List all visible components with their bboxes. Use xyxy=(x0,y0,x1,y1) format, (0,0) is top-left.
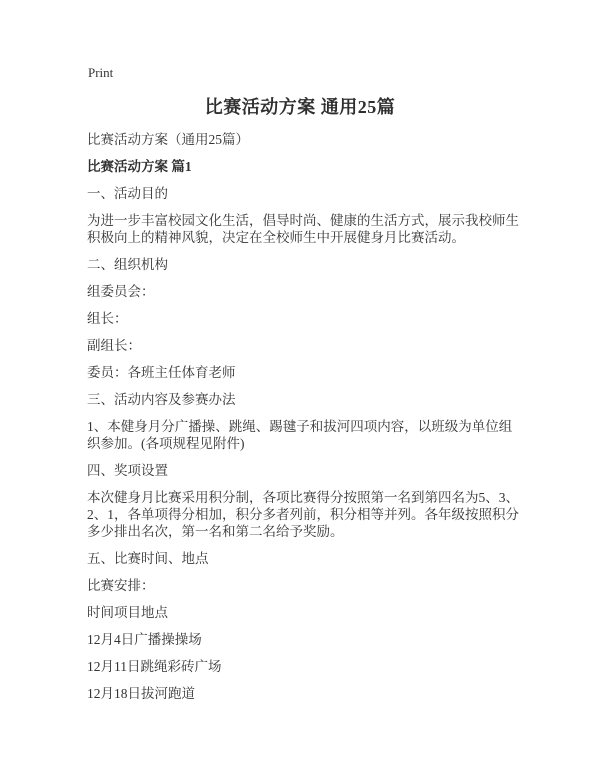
section-heading-content-method: 三、活动内容及参赛办法 xyxy=(87,392,236,407)
schedule-line-2: 12月11日跳绳彩砖广场 xyxy=(87,659,222,674)
page-title: 比赛活动方案 通用25篇 xyxy=(204,97,396,117)
line-members: 委员：各班主任体育老师 xyxy=(87,365,236,380)
document-body xyxy=(87,131,523,712)
paragraph-awards: 本次健身月比赛采用积分制，各项比赛得分按照第一名到第四名为5、3、2、1，各单项得分相加，积分多者列前，积分相等并列。各年级按照积分多少排出名次，第一名和第二名给予奖励。 xyxy=(87,490,519,539)
line-committee: 组委员会： xyxy=(87,284,155,299)
section-heading-purpose: 一、活动目的 xyxy=(87,186,168,201)
schedule-line-1: 12月4日广播操操场 xyxy=(87,632,202,647)
line-schedule-header: 时间项目地点 xyxy=(87,605,168,620)
document-subtitle: 比赛活动方案（通用25篇） xyxy=(87,132,249,147)
line-deputy-leader: 副组长： xyxy=(87,338,141,353)
paragraph-content-method: 1、本健身月分广播操、跳绳、踢毽子和拔河四项内容，以班级为单位组织参加。(各项规程见附件) xyxy=(87,419,513,451)
print-button[interactable]: Print xyxy=(88,65,114,80)
line-group-leader: 组长： xyxy=(87,311,128,326)
line-arrangement: 比赛安排： xyxy=(87,578,155,593)
section-heading-awards: 四、奖项设置 xyxy=(87,463,168,478)
section-heading-organization: 二、组织机构 xyxy=(87,257,168,272)
section-heading-time-place: 五、比赛时间、地点 xyxy=(87,551,209,566)
paragraph-purpose: 为进一步丰富校园文化生活，倡导时尚、健康的生活方式，展示我校师生积极向上的精神风貌，决定在全校师生中开展健身月比赛活动。 xyxy=(87,213,519,245)
article-heading: 比赛活动方案 篇1 xyxy=(87,159,192,174)
schedule-line-3: 12月18日拔河跑道 xyxy=(87,686,195,701)
